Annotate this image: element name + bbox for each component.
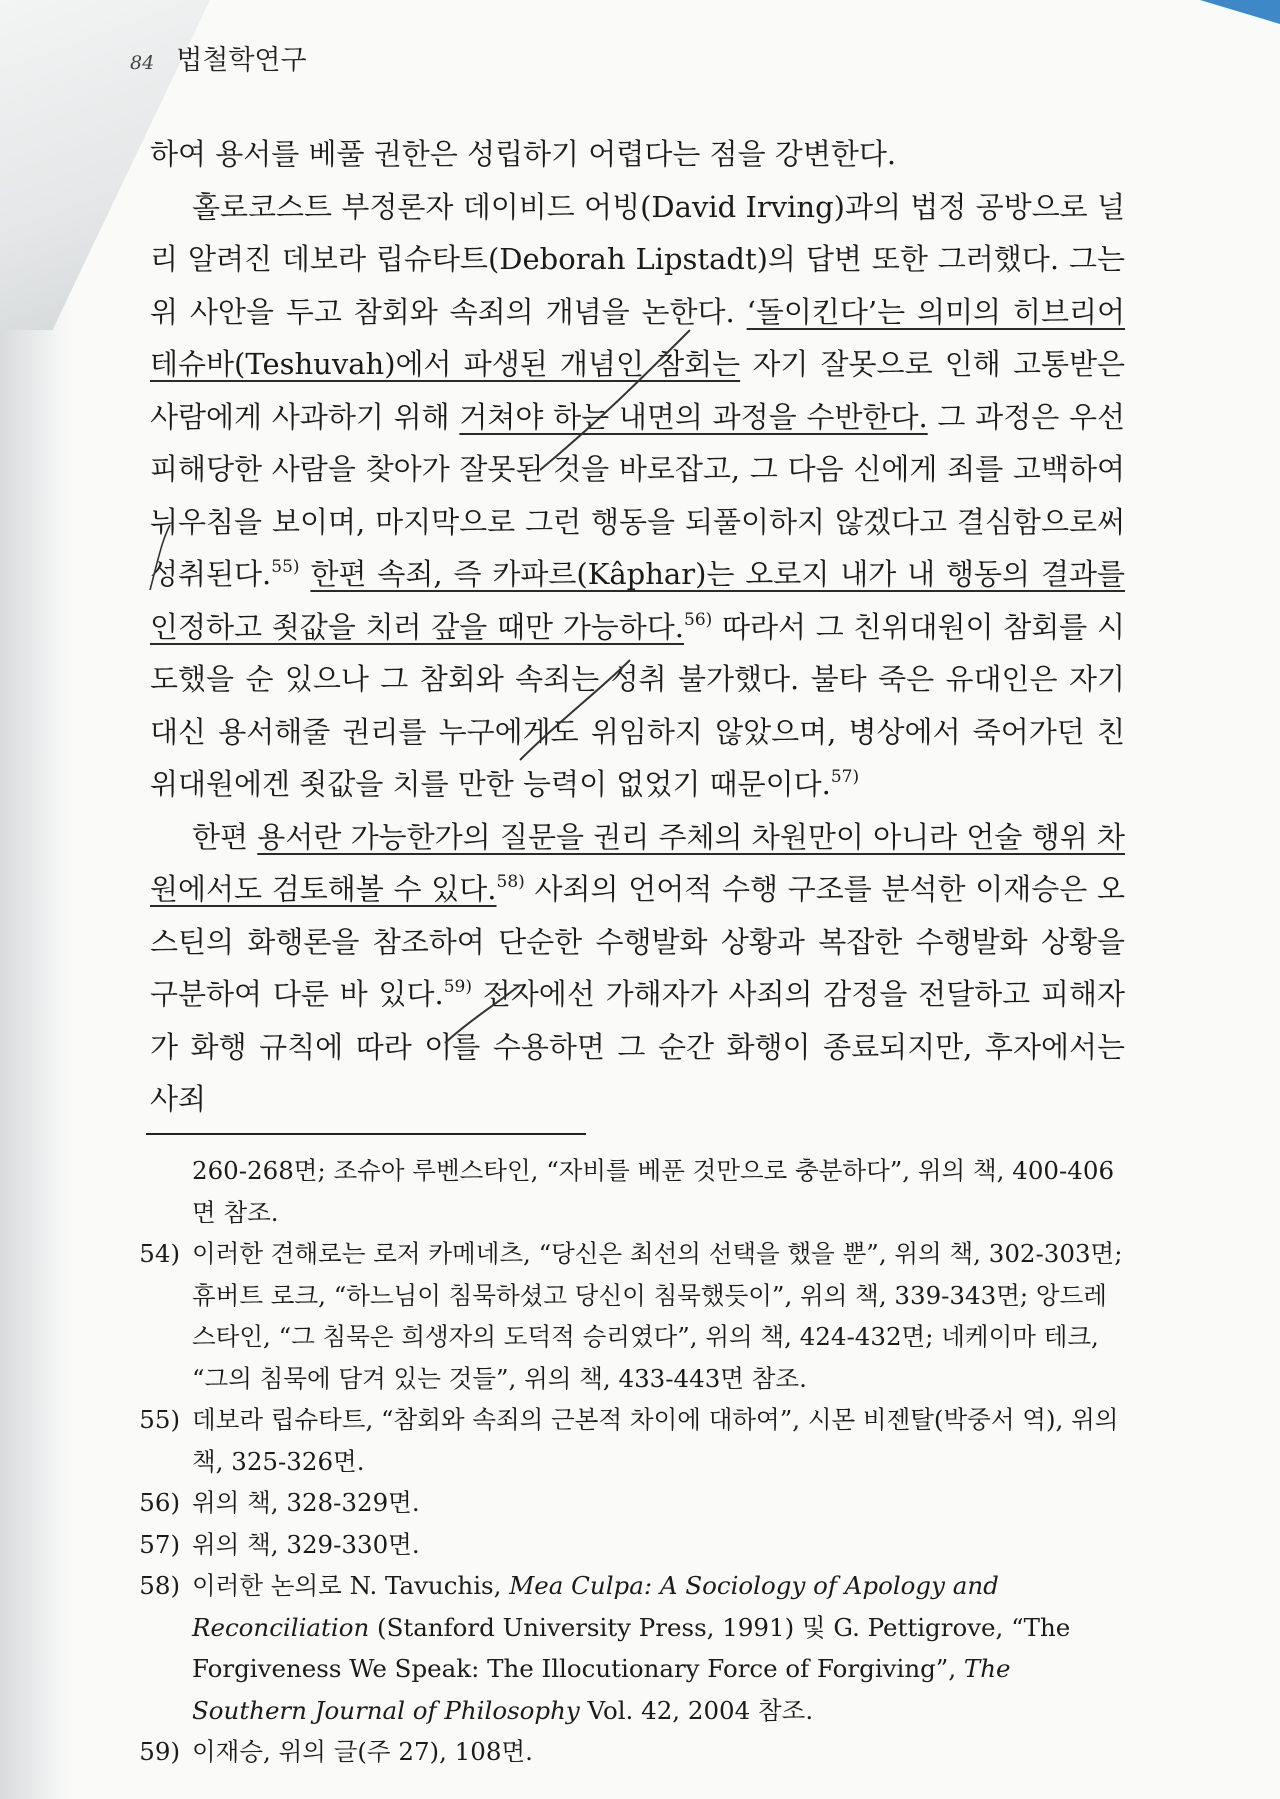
- journal-title: 법철학연구: [176, 45, 307, 76]
- footnote: [130, 1150, 1130, 1233]
- text-run: 이재승, 위의 글(주 27), 108면.: [192, 1737, 533, 1766]
- background-corner: [1200, 0, 1280, 24]
- text-run: 전자에선 가해자가 사죄의 감정을 전달하고 피해자가 화행 규칙에 따라 이를 수용하면 그 순간 화행이 종료되지만, 후자에서는 사죄: [150, 977, 1126, 1116]
- footnote-text: [192, 1482, 1130, 1524]
- footnote: [130, 1565, 1130, 1731]
- footnote-number: 58): [139, 1571, 180, 1600]
- footnote-text: [192, 1731, 1130, 1773]
- text-run: Vol. 42, 2004 참조.: [579, 1695, 814, 1725]
- underlined-text: 거쳐야 하는 내면의 과정을 수반한다.: [459, 399, 928, 434]
- footnote: [130, 1399, 1130, 1482]
- text-run: 이러한 논의로 N. Tavuchis,: [192, 1571, 510, 1600]
- footnote-text: [192, 1565, 1130, 1731]
- text-run: 자기 잘못으로 인해 고통받은 사람에게 사과하기 위해: [150, 347, 1125, 434]
- text-run: [300, 557, 311, 591]
- footnote-number: 54): [139, 1239, 180, 1268]
- footnote-rule: [146, 1133, 586, 1135]
- paragraph: [150, 811, 1125, 1126]
- paragraph: [150, 181, 1125, 811]
- footnote-ref[interactable]: 56): [684, 609, 713, 630]
- text-run: 이러한 견해로는 로저 카메네츠, “당신은 최선의 선택을 했을 뿐”, 위의 책, 302-303면; 휴버트 로크, “하느님이 침묵하셨고 당신이 침묵했듯이”, 위의 책, 339-343면; 앙드레 스타인, “그 침묵은 희생자의 도덕적 승리였다”, 위의 책, 424-432면; 네케이마 테크, “그의 침묵에 담겨 있는 것들”, 위의 책, 433-443면 참조.: [192, 1239, 1123, 1393]
- footnotes: [130, 1150, 1130, 1773]
- underlined-text: ‘돌이킨다’는 의미의 히브리어 테슈바(Teshuvah)에서 파생된 개념인 참회는: [150, 294, 1126, 381]
- text-run: (Stanford University Press, 1991) 및 G. Pettigrove, “The Forgiveness We Speak: The Illocutionary Force of Forgiving”,: [192, 1612, 1071, 1683]
- footnote: [130, 1524, 1130, 1566]
- paragraph: [150, 128, 1125, 181]
- footnote-ref[interactable]: 55): [271, 557, 300, 577]
- footnote: [130, 1233, 1130, 1399]
- text-run: 하여 용서를 베풀 권한은 성립하기 어렵다는 점을 강변한다.: [150, 137, 897, 171]
- text-run: 위의 책, 329-330면.: [192, 1529, 420, 1559]
- underlined-text: 한편 속죄, 즉 카파르(Kâphar)는 오로지 내가 내 행동의 결과를 인정하고 죗값을 치러 갚을 때만 가능하다.: [150, 557, 1125, 644]
- footnote-number: 59): [139, 1737, 180, 1766]
- italic-title: Mea Culpa: A Sociology of Apology and Reconciliation: [192, 1571, 999, 1642]
- text-run: 사죄의 언어적 수행 구조를 분석한 이재승은 오스틴의 화행론을 참조하여 단순한 수행발화 상황과 복잡한 수행발화 상황을 구분하여 다룬 바 있다.: [150, 872, 1125, 1011]
- footnote: [130, 1482, 1130, 1524]
- footnote-text: [130, 1150, 1130, 1233]
- text-run: 데보라 립슈타트, “참회와 속죄의 근본적 차이에 대하여”, 시몬 비젠탈(박중서 역), 위의 책, 325-326면.: [192, 1405, 1119, 1476]
- footnote-number: 57): [139, 1529, 180, 1559]
- text-run: 260-268면; 조슈아 루벤스타인, “자비를 베푼 것만으로 충분하다”, 위의 책, 400-406면 참조.: [192, 1156, 1115, 1227]
- footnote-ref[interactable]: 58): [496, 872, 525, 892]
- italic-title: The Southern Journal of Philosophy: [192, 1654, 1011, 1725]
- footnote-text: [192, 1399, 1130, 1482]
- text-run: 따라서 그 친위대원이 참회를 시도했을 순 있으나 그 참회와 속죄는 성취 불가했다. 불타 죽은 유대인은 자기 대신 용서해줄 권리를 누구에게도 위임하지 않았으며, 병상에서 죽어가던 친위대원에겐 죗값을 치를 만한 능력이 없었기 때문이다.: [150, 609, 1125, 801]
- text-run: 위의 책, 328-329면.: [192, 1488, 420, 1517]
- text-run: 한편: [192, 819, 258, 854]
- page-number: 84: [130, 52, 155, 74]
- text-run: 그 과정은 우선 피해당한 사람을 찾아가 잘못된 것을 바로잡고, 그 다음 신에게 죄를 고백하여 뉘우침을 보이며, 마지막으로 그런 행동을 되풀이하지 않겠다고 결심함으로써 성취된다.: [150, 399, 1125, 591]
- underlined-text: 용서란 가능한가의 질문을 권리 주체의 차원만이 아니라 언술 행위 차원에서도 검토해볼 수 있다.: [150, 819, 1126, 906]
- footnote-text: [192, 1233, 1130, 1399]
- footnote-text: [192, 1524, 1130, 1566]
- footnote-ref[interactable]: 57): [830, 767, 860, 787]
- text-run: 홀로코스트 부정론자 데이비드 어빙(David Irving)과의 법정 공방으로 널리 알려진 데보라 립슈타트(Deborah Lipstadt)의 답변 또한 그러했다. 그는 위 사안을 두고 참회와 속죄의 개념을 논한다.: [150, 189, 1125, 329]
- footnote-ref[interactable]: 59): [443, 977, 472, 997]
- body-text: [150, 128, 1125, 1126]
- footnote: [130, 1731, 1130, 1773]
- running-head: [130, 38, 307, 77]
- footnote-number: 55): [139, 1405, 180, 1434]
- footnote-number: 56): [139, 1488, 180, 1517]
